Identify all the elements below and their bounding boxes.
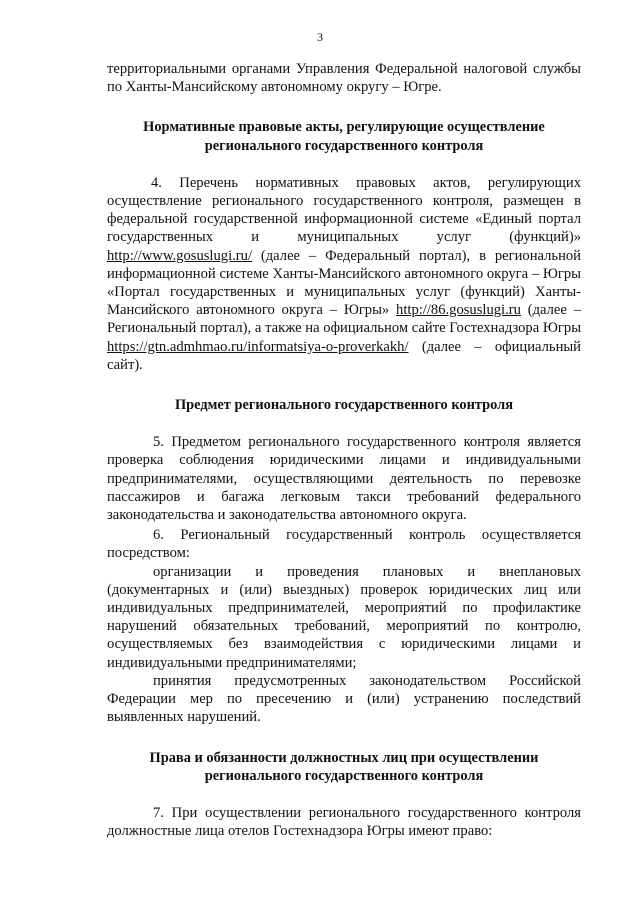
paragraph-4 bbox=[107, 174, 581, 374]
section-heading-normative-acts bbox=[107, 118, 581, 154]
paragraph-6-item-2: принятия предусмотренных законодательством Российской Федерации мер по пресечению и (или) устранению последствий выявленных нарушений. bbox=[107, 672, 581, 726]
paragraph-6: 6. Региональный государственный контроль осуществляется посредством: bbox=[107, 527, 581, 562]
paragraph-7: 7. При осуществлении регионального государственного контроля должностные лица отелов Гостехнадзора Югры имеют право: bbox=[107, 804, 581, 840]
section-heading-rights-duties bbox=[107, 749, 581, 785]
heading-line: регионального государственного контроля bbox=[204, 767, 484, 784]
regional-portal-link[interactable]: http://86.gosuslugi.ru bbox=[396, 302, 521, 319]
paragraph-text: (далее – Региональный портал), а также на официальном сайте Гостехнадзора Югры bbox=[107, 302, 581, 337]
page-number: 3 bbox=[317, 30, 323, 44]
heading-line: регионального государственного контроля bbox=[204, 137, 484, 154]
paragraph-text: 4. Перечень нормативных правовых актов, регулирующих осуществление регионального государственного контроля, размещен в федеральной государственной информационной системе «Единый портал государственных и муниципальных услуг (функций)» bbox=[107, 174, 581, 246]
paragraph-text: (далее – официальный сайт). bbox=[107, 338, 581, 373]
federal-portal-link[interactable]: http://www.gosuslugi.ru/ bbox=[107, 247, 252, 264]
official-site-link[interactable]: https://gtn.admhmao.ru/informatsiya-o-proverkakh/ bbox=[107, 338, 409, 355]
section-heading-control-subject bbox=[107, 396, 581, 414]
paragraph-5: 5. Предметом регионального государственного контроля является проверка соблюдения юридическими лицами и индивидуальными предпринимателями, осуществляющими деятельность по перевозке пассажиров и багажа легковым такси требований федерального законодательства и законодательства автономного округа. bbox=[107, 434, 581, 524]
document-body bbox=[107, 60, 581, 840]
intro-continuation-paragraph: территориальными органами Управления Федеральной налоговой службы по Ханты-Мансийскому автономному округу – Югре. bbox=[107, 61, 581, 96]
heading-line: Права и обязанности должностных лиц при осуществлении bbox=[149, 749, 539, 766]
paragraph-text: (далее – Федеральный портал), в региональной информационной системе Ханты-Мансийского автономного округа – Югры «Портал государственных и муниципальных услуг (функций) Ханты-Мансийского автономного округа – Югры» bbox=[107, 247, 581, 319]
paragraph-6-item-1: организации и проведения плановых и внеплановых (документарных и (или) выездных) проверок юридических лиц или индивидуальных предпринимателей, мероприятий по профилактике нарушений обязательных требований, мероприятий по контролю, осуществляемых без взаимодействия с юридическими лицами и индивидуальными предпринимателями; bbox=[107, 563, 581, 671]
heading-line: Нормативные правовые акты, регулирующие осуществление bbox=[143, 119, 545, 136]
heading-line: Предмет регионального государственного контроля bbox=[174, 397, 514, 414]
